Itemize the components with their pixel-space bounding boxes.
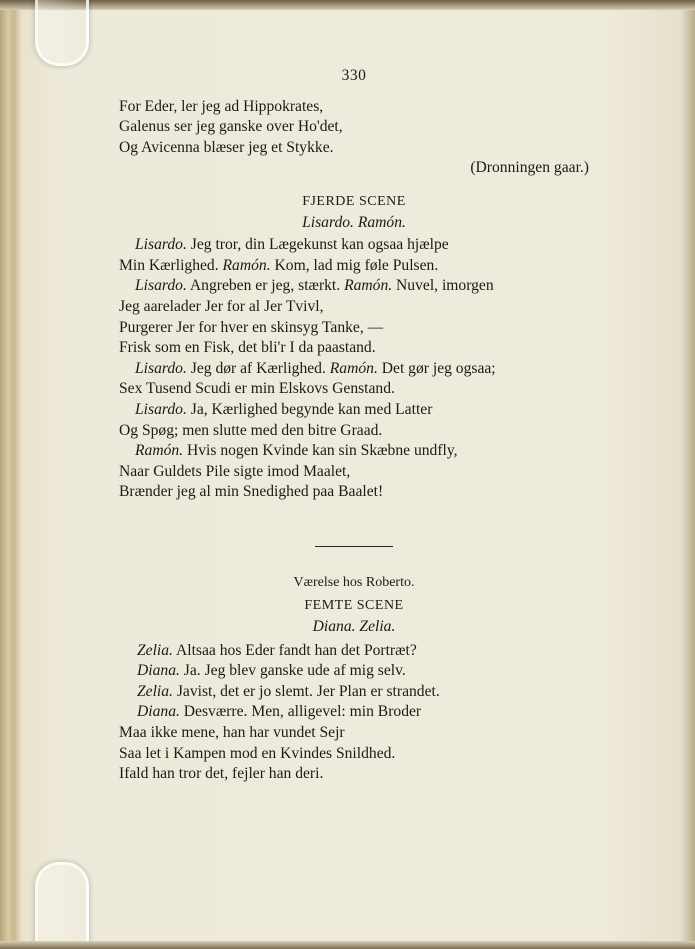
dialogue-line: Saa let i Kampen mod en Kvindes Snildhed. bbox=[119, 744, 396, 762]
dialogue-line: Diana. Ja. Jeg blev ganske ude af mig selv. bbox=[137, 662, 406, 680]
speaker-name: Lisardo. bbox=[135, 236, 187, 254]
speaker-name: Lisardo. bbox=[135, 400, 187, 418]
dialogue-line: Frisk som en Fisk, det bli'r I da paastand. bbox=[119, 339, 376, 357]
speaker-name: Ramón. bbox=[222, 256, 271, 274]
speaker-name: Diana. bbox=[137, 703, 180, 721]
dialogue-line: Diana. Desværre. Men, alligevel: min Broder bbox=[137, 703, 422, 721]
dialogue-line: Naar Guldets Pile sigte imod Maalet, bbox=[119, 462, 351, 480]
dialogue-line: Lisardo. Ja, Kærlighed begynde kan med Latter bbox=[135, 400, 433, 418]
dialogue-line: Ramón. Hvis nogen Kvinde kan sin Skæbne undfly, bbox=[135, 442, 458, 460]
dialogue-line: Min Kærlighed. Ramón. Kom, lad mig føle Pulsen. bbox=[119, 256, 439, 274]
verse-line: For Eder, ler jeg ad Hippokrates, bbox=[119, 97, 324, 115]
verse-line: Galenus ser jeg ganske over Ho'det, bbox=[119, 118, 343, 136]
dialogue-line: Purgerer Jer for hver en skinsyg Tanke, — bbox=[119, 318, 384, 336]
dialogue-line: Og Spøg; men slutte med den bitre Graad. bbox=[119, 421, 383, 439]
speaker-name: Zelia. bbox=[137, 641, 173, 659]
dialogue-line: Zelia. Javist, det er jo slemt. Jer Plan er strandet. bbox=[137, 682, 440, 700]
speaker-name: Ramón. bbox=[344, 277, 393, 295]
dialogue-line: Zelia. Altsaa hos Eder fandt han det Portræt? bbox=[137, 641, 417, 659]
binder-clip-top bbox=[35, 0, 89, 66]
page-text bbox=[119, 66, 589, 785]
page-number: 330 bbox=[341, 67, 367, 84]
dialogue-line: Brænder jeg al min Snedighed paa Baalet! bbox=[119, 483, 384, 501]
scene-characters-4: Lisardo. Ramón. bbox=[302, 213, 406, 231]
speaker-name: Ramón. bbox=[135, 442, 184, 460]
stage-direction: (Dronningen gaar.) bbox=[470, 159, 589, 177]
dialogue-line: Ifald han tror det, fejler han deri. bbox=[119, 765, 324, 783]
dialogue-line: Lisardo. Jeg tror, din Lægekunst kan ogsaa hjælpe bbox=[135, 236, 449, 254]
speaker-name: Lisardo. bbox=[135, 359, 187, 377]
dialogue-line: Sex Tusend Scudi er min Elskovs Genstand. bbox=[119, 380, 395, 398]
scene-heading-5: FEMTE SCENE bbox=[304, 598, 404, 614]
speaker-name: Lisardo. bbox=[135, 277, 187, 295]
speaker-name: Ramón. bbox=[329, 359, 378, 377]
scene-characters-5: Diana. Zelia. bbox=[312, 618, 396, 636]
speaker-name: Zelia. bbox=[137, 682, 173, 700]
speaker-name: Diana. bbox=[137, 662, 180, 680]
scene-divider bbox=[315, 546, 393, 547]
dialogue-line: Jeg aarelader Jer for al Jer Tvivl, bbox=[119, 297, 324, 315]
page-top-edge bbox=[0, 0, 695, 10]
location-heading: Værelse hos Roberto. bbox=[293, 574, 415, 590]
dialogue-line: Lisardo. Angreben er jeg, stærkt. Ramón. Nuvel, imorgen bbox=[135, 277, 494, 295]
scene-heading-4: FJERDE SCENE bbox=[302, 193, 406, 209]
dialogue-line: Lisardo. Jeg dør af Kærlighed. Ramón. Det gør jeg ogsaa; bbox=[135, 359, 496, 377]
dialogue-line: Maa ikke mene, han har vundet Sejr bbox=[119, 724, 345, 742]
verse-line: Og Avicenna blæser jeg et Stykke. bbox=[119, 138, 334, 156]
binder-clip-bottom bbox=[35, 862, 89, 949]
page-bottom-edge bbox=[0, 941, 695, 949]
